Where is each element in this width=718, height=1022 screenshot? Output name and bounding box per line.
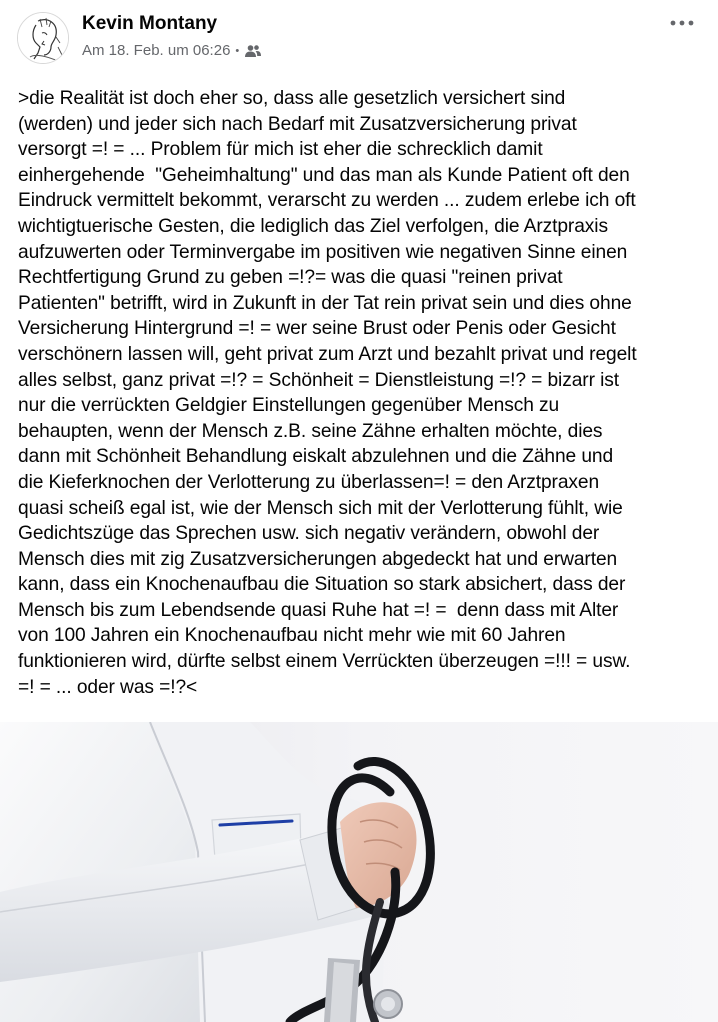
doctor-stethoscope-image bbox=[0, 722, 718, 1022]
post-text-line: >die Realität ist doch eher so, dass alle gesetzlich versichert sind bbox=[18, 88, 566, 109]
friends-icon[interactable] bbox=[244, 44, 262, 58]
post-text-line: dann mit Schönheit Behandlung eiskalt abzulehnen und die Zähne und bbox=[18, 446, 614, 468]
post-text-line: die Kieferknochen der Verlotterung zu überlassen=! = den Arztpraxen bbox=[18, 471, 600, 493]
post-text-line: von 100 Jahren ein Knochenaufbau nicht mehr wie mit 60 Jahren bbox=[18, 625, 566, 647]
post-text-line: versorgt =! = ... Problem für mich ist eher die schrecklich damit bbox=[18, 139, 543, 161]
post-text-line: kann, dass ein Knochenaufbau die Situation so stark absichert, dass der bbox=[18, 574, 626, 596]
post-text-line: (werden) und jeder sich nach Bedarf mit Zusatzversicherung privat bbox=[18, 113, 577, 135]
post-text-line: behaupten, wenn der Mensch z.B. seine Zähne erhalten möchte, dies bbox=[18, 420, 603, 442]
post-text-line: Rechtfertigung Grund zu geben =!?= was die quasi "reinen privat bbox=[18, 267, 563, 289]
post-text bbox=[18, 86, 710, 700]
post-text-line: Mensch dies mit zig Zusatzversicherungen abgedeckt hat und erwarten bbox=[18, 548, 618, 570]
post-text-line: einhergehende "Geheimhaltung" und das man als Kunde Patient oft den bbox=[18, 164, 630, 186]
post-timestamp[interactable]: Am 18. Feb. um 06:26 bbox=[82, 42, 231, 59]
meta-separator: • bbox=[235, 44, 240, 57]
post-text-line: Versicherung Hintergrund =! = wer seine Brust oder Penis oder Gesicht bbox=[18, 318, 616, 340]
avatar[interactable] bbox=[17, 12, 69, 64]
post-text-line: Patienten" betrifft, wird in Zukunft in der Tat rein privat sein und dies ohne bbox=[18, 292, 632, 314]
post-text-line: wichtigtuerische Gesten, die lediglich das Ziel verfolgen, die Arztpraxis bbox=[18, 215, 608, 237]
post-text-line: nur die verrückten Geldgier Einstellungen gegenüber Mensch zu bbox=[18, 395, 560, 417]
avatar-sketch-icon bbox=[18, 13, 69, 64]
post-text-line: funktionieren wird, dürfte selbst einem Verrückten überzeugen =!!! = usw. bbox=[18, 651, 631, 673]
post-text-line: verschönern lassen will, geht privat zum Arzt und bezahlt privat und regelt bbox=[18, 343, 637, 365]
more-options-button[interactable] bbox=[666, 14, 698, 32]
post-text-line: alles selbst, ganz privat =!? = Schönheit = Dienstleistung =!? = bizarr ist bbox=[18, 369, 619, 391]
more-options-icon bbox=[670, 20, 694, 26]
post-meta bbox=[82, 42, 262, 59]
post-text-line: quasi scheiß egal ist, wie der Mensch sich mit der Verlotterung fühlt, wie bbox=[18, 497, 623, 519]
author-name[interactable]: Kevin Montany bbox=[82, 13, 218, 34]
post-text-line: =! = ... oder was =!?< bbox=[18, 676, 198, 698]
post-image[interactable] bbox=[0, 722, 718, 1022]
post-text-line: Mensch bis zum Lebendsende quasi Ruhe hat =! = denn dass mit Alter bbox=[18, 599, 619, 621]
post-text-line: Eindruck vermittelt bekommt, verarscht zu werden ... zudem erlebe ich oft bbox=[18, 190, 636, 212]
post-text-line: aufzuwerten oder Terminvergabe im positiven wie negativen Sinne einen bbox=[18, 241, 628, 263]
post-text-line: Gedichtszüge das Sprechen usw. sich negativ verändern, obwohl der bbox=[18, 523, 600, 545]
